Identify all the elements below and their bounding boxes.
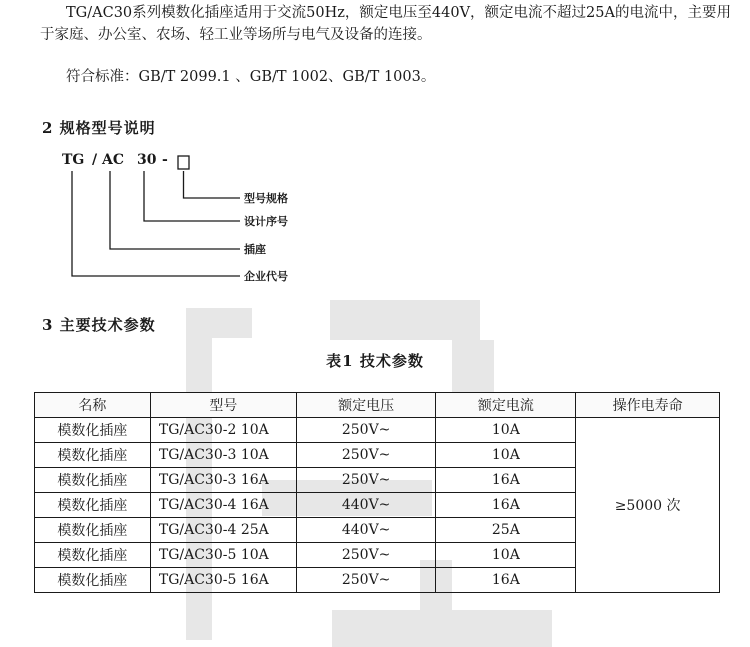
cell-name: 模数化插座 — [35, 568, 151, 593]
cell-voltage: 250V~ — [296, 443, 436, 468]
section-3-heading: 3 主要技术参数 — [42, 316, 156, 334]
cell-model: TG/AC30-4 25A — [150, 518, 296, 543]
code-prefix: TG — [62, 152, 85, 168]
cell-name: 模数化插座 — [35, 518, 151, 543]
cell-current: 10A — [436, 543, 576, 568]
cell-model: TG/AC30-3 10A — [150, 443, 296, 468]
cell-current: 16A — [436, 568, 576, 593]
cell-name: 模数化插座 — [35, 468, 151, 493]
cell-name: 模数化插座 — [35, 443, 151, 468]
intro-paragraph: TG/AC30系列模数化插座适用于交流50Hz，额定电压至440V，额定电流不超过25A的电流中，主要用于家庭、办公室、农场、轻工业等场所与电气及设备的连接。 — [40, 5, 731, 43]
code-number: 30 — [137, 152, 157, 168]
label-design: 设计序号 — [244, 215, 288, 228]
table-row — [35, 418, 720, 443]
leader-company — [72, 171, 240, 276]
leader-spec — [184, 171, 241, 198]
header-life: 操作电寿命 — [576, 393, 720, 418]
section-2-heading: 2 规格型号说明 — [42, 119, 156, 137]
cell-name: 模数化插座 — [35, 418, 151, 443]
leader-socket — [110, 171, 240, 249]
cell-model: TG/AC30-5 16A — [150, 568, 296, 593]
cell-model: TG/AC30-5 10A — [150, 543, 296, 568]
cell-voltage: 250V~ — [296, 468, 436, 493]
table-caption: 表1 技术参数 — [326, 352, 424, 370]
label-socket: 插座 — [244, 243, 266, 256]
header-voltage: 额定电压 — [296, 393, 436, 418]
cell-model: TG/AC30-2 10A — [150, 418, 296, 443]
header-name: 名称 — [35, 393, 151, 418]
cell-life: ≥5000 次 — [576, 418, 720, 593]
table-header-row — [35, 393, 720, 418]
leader-design — [144, 171, 240, 221]
cell-current: 10A — [436, 443, 576, 468]
spec-table — [34, 392, 720, 593]
cell-model: TG/AC30-4 16A — [150, 493, 296, 518]
header-current: 额定电流 — [436, 393, 576, 418]
cell-voltage: 250V~ — [296, 543, 436, 568]
cell-voltage: 250V~ — [296, 418, 436, 443]
code-series: / AC — [92, 152, 124, 168]
cell-model: TG/AC30-3 16A — [150, 468, 296, 493]
cell-current: 16A — [436, 468, 576, 493]
spec-box — [178, 156, 189, 169]
standards-line: 符合标准：GB/T 2099.1 、GB/T 1002、GB/T 1003。 — [66, 69, 436, 85]
cell-name: 模数化插座 — [35, 543, 151, 568]
cell-current: 16A — [436, 493, 576, 518]
cell-voltage: 250V~ — [296, 568, 436, 593]
header-model: 型号 — [150, 393, 296, 418]
cell-voltage: 440V~ — [296, 518, 436, 543]
cell-name: 模数化插座 — [35, 493, 151, 518]
cell-voltage: 440V~ — [296, 493, 436, 518]
label-company: 企业代号 — [244, 270, 288, 283]
label-spec: 型号规格 — [244, 192, 288, 205]
cell-current: 25A — [436, 518, 576, 543]
code-dash: - — [162, 152, 168, 168]
cell-current: 10A — [436, 418, 576, 443]
